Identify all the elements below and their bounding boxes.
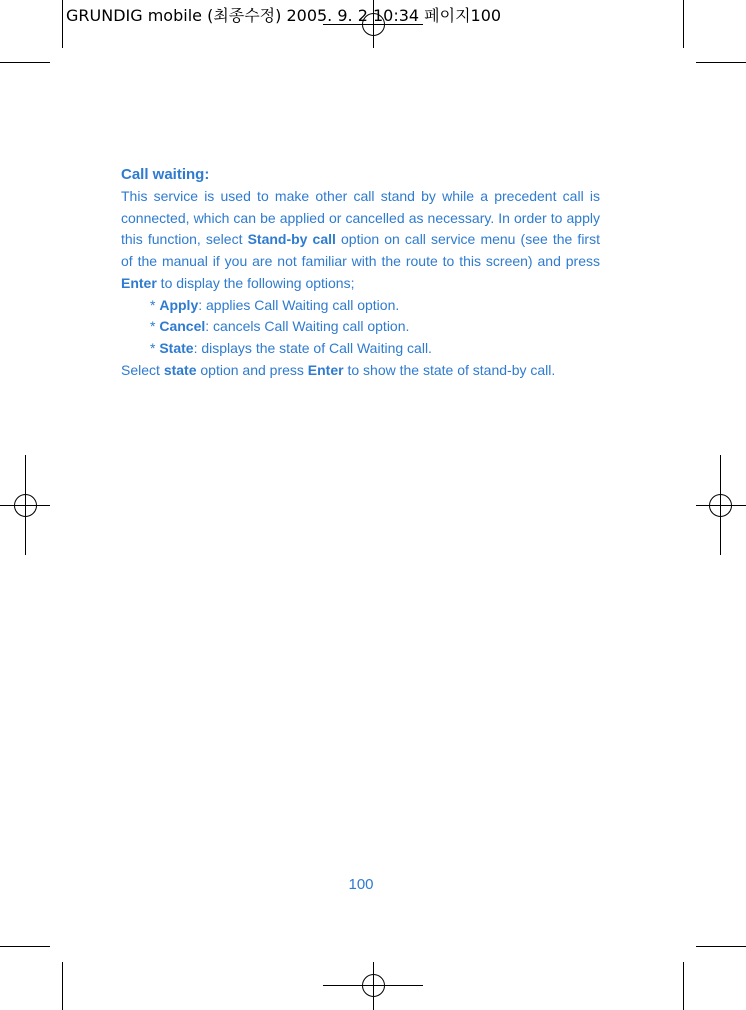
closing-text-3: to show the state of stand-by call. <box>343 361 556 378</box>
option-desc: : displays the state of Call Waiting call. <box>193 339 432 356</box>
option-desc: : cancels Call Waiting call option. <box>205 318 410 335</box>
closing-text-1: Select <box>121 361 164 378</box>
option-item-cancel <box>121 316 600 338</box>
print-header: GRUNDIG mobile (최종수정) 2005. 9. 2 10:34 페이지100 <box>66 6 502 25</box>
registration-mark-right <box>696 455 746 555</box>
option-desc: : applies Call Waiting call option. <box>198 296 400 313</box>
option-bullet: * <box>150 296 160 313</box>
option-item-state <box>121 338 600 360</box>
closing-text-2: option and press <box>196 361 308 378</box>
page-number: 100 <box>348 876 374 893</box>
option-name: State <box>159 339 194 356</box>
option-name: Cancel <box>159 318 206 335</box>
option-list <box>121 295 600 360</box>
intro-text-3: to display the following options; <box>156 274 355 291</box>
registration-mark-bottom <box>323 962 423 1010</box>
option-bullet: * <box>150 318 160 335</box>
intro-bold-standby-call: Stand-by call <box>247 231 336 248</box>
option-name: Apply <box>159 296 199 313</box>
closing-bold-enter: Enter <box>307 361 344 378</box>
intro-paragraph <box>121 186 600 295</box>
intro-bold-enter: Enter <box>121 274 157 291</box>
option-item-apply <box>121 295 600 317</box>
closing-paragraph <box>121 360 600 382</box>
closing-bold-state: state <box>163 361 197 378</box>
intro-text-2: option on call service menu (see the first of the manual if you are not familiar with the route to this screen) and press <box>121 231 600 270</box>
call-waiting-section <box>121 164 600 381</box>
section-title: Call waiting: <box>121 166 210 183</box>
registration-mark-left <box>0 455 50 555</box>
intro-text-1: This service is used to make other call stand by while a precedent call is connected, which can be applied or cancelled as necessary. In order to apply this function, select <box>121 188 600 248</box>
option-bullet: * <box>150 339 160 356</box>
